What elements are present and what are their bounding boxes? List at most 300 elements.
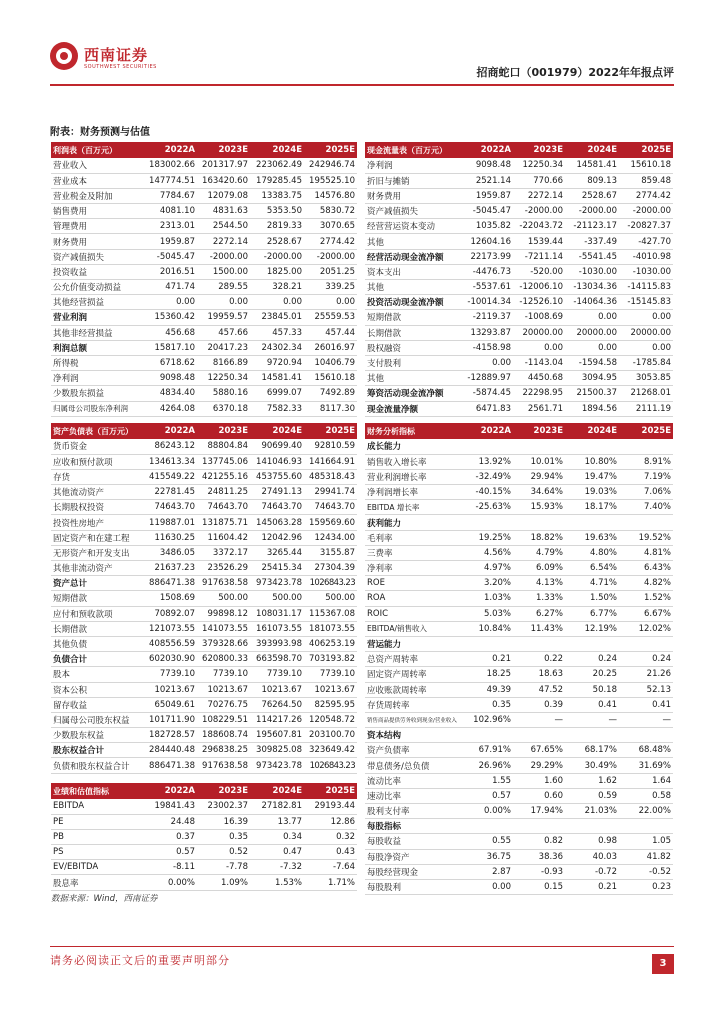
cell-value: -1030.00 <box>565 264 619 279</box>
cell-value: 1.62 <box>565 773 619 788</box>
cell-value: 0.24 <box>619 652 673 667</box>
cell-value: 90699.40 <box>250 439 304 454</box>
cell-value: 13.77 <box>250 814 304 829</box>
cell-value: 12250.34 <box>197 371 250 386</box>
row-label: 其他非经营损益 <box>51 325 143 340</box>
cell-value: -0.93 <box>513 864 565 879</box>
cell-value: 182728.57 <box>143 728 197 743</box>
table-row <box>51 371 357 386</box>
cell-value: 99898.12 <box>197 606 250 621</box>
table-row <box>51 249 357 264</box>
table-header-row <box>51 142 357 158</box>
cell-value: 102.96% <box>457 712 513 727</box>
cell-value <box>513 439 565 454</box>
table-row <box>365 515 673 530</box>
row-label: 资产负债率 <box>365 743 457 758</box>
cell-value: -22043.72 <box>513 219 565 234</box>
cell-value: 6.43% <box>619 561 673 576</box>
cell-value: 2774.42 <box>619 188 673 203</box>
cell-value: 14581.41 <box>250 371 304 386</box>
table-title: 资产负债表（百万元） <box>51 423 143 439</box>
cell-value: 457.66 <box>197 325 250 340</box>
table-row <box>51 219 357 234</box>
table-row <box>51 439 357 454</box>
cell-value: 25559.53 <box>304 310 357 325</box>
row-label: 带息债务/总负债 <box>365 758 457 773</box>
cell-value: 179285.45 <box>250 173 304 188</box>
row-label: 净利润增长率 <box>365 485 457 500</box>
table-row <box>365 454 673 469</box>
cell-value: 0.41 <box>619 697 673 712</box>
cell-value: 203100.70 <box>304 728 357 743</box>
cell-value: 6999.07 <box>250 386 304 401</box>
cell-value: 415549.22 <box>143 469 197 484</box>
cell-value: 6370.18 <box>197 401 250 416</box>
cell-value: 27491.13 <box>250 485 304 500</box>
cell-value: 31.69% <box>619 758 673 773</box>
cell-value: -2000.00 <box>304 249 357 264</box>
cell-value: 141073.55 <box>197 621 250 636</box>
cell-value: 12.02% <box>619 621 673 636</box>
year-header: 2023E <box>513 423 565 439</box>
table-row <box>365 280 673 295</box>
cell-value: 19.52% <box>619 530 673 545</box>
row-label: 获利能力 <box>365 515 457 530</box>
table-row <box>51 606 357 621</box>
table-row <box>51 469 357 484</box>
table-row <box>365 340 673 355</box>
cell-value: -21123.17 <box>565 219 619 234</box>
cell-value: — <box>565 712 619 727</box>
cell-value: 6.67% <box>619 606 673 621</box>
row-label: 投资收益 <box>51 264 143 279</box>
row-label: 资本支出 <box>365 264 457 279</box>
table-row <box>51 204 357 219</box>
cell-value: 917638.58 <box>197 576 250 591</box>
table-row <box>365 788 673 803</box>
cell-value: 379328.66 <box>197 636 250 651</box>
table-row <box>51 576 357 591</box>
report-title: 招商蛇口（001979）2022年年报点评 <box>476 66 674 79</box>
cell-value: 18.82% <box>513 530 565 545</box>
table-row <box>51 712 357 727</box>
cell-value: -14115.83 <box>619 280 673 295</box>
cell-value: 10213.67 <box>143 682 197 697</box>
cell-value: 10213.67 <box>304 682 357 697</box>
cell-value: 3053.85 <box>619 371 673 386</box>
cell-value: 16.39 <box>197 814 250 829</box>
cell-value: -40.15% <box>457 485 513 500</box>
cell-value: 0.00 <box>304 295 357 310</box>
cell-value: -1030.00 <box>619 264 673 279</box>
row-label: EV/EBITDA <box>51 860 143 875</box>
cell-value: 20000.00 <box>619 325 673 340</box>
logo-english-name: SOUTHWEST SECURITIES <box>84 64 157 70</box>
row-label: 应收和预付款项 <box>51 454 143 469</box>
row-label: 总资产周转率 <box>365 652 457 667</box>
cell-value: -5537.61 <box>457 280 513 295</box>
cell-value: 2819.33 <box>250 219 304 234</box>
cell-value: 11604.42 <box>197 530 250 545</box>
cell-value: -25.63% <box>457 500 513 515</box>
table-row <box>365 606 673 621</box>
cell-value: 5880.16 <box>197 386 250 401</box>
cell-value: -2119.37 <box>457 310 513 325</box>
cell-value: 137745.06 <box>197 454 250 469</box>
cell-value: 22781.45 <box>143 485 197 500</box>
cell-value: 703193.82 <box>304 652 357 667</box>
cell-value: 18.63 <box>513 667 565 682</box>
cell-value: 19959.57 <box>197 310 250 325</box>
cell-value: 4264.08 <box>143 401 197 416</box>
cell-value: 6.77% <box>565 606 619 621</box>
table-row <box>365 325 673 340</box>
cell-value: 1.71% <box>304 875 357 890</box>
cell-value: 36.75 <box>457 849 513 864</box>
table-row <box>365 500 673 515</box>
cell-value: 119887.01 <box>143 515 197 530</box>
cashflow-statement-table <box>365 142 673 417</box>
row-label: 资产减值损失 <box>365 204 457 219</box>
cell-value: 5830.72 <box>304 204 357 219</box>
balance-sheet-table <box>51 423 357 774</box>
cell-value: 9098.48 <box>457 158 513 173</box>
cell-value: 0.55 <box>457 834 513 849</box>
cell-value: — <box>619 712 673 727</box>
cell-value: 2111.19 <box>619 401 673 416</box>
cell-value: 12250.34 <box>513 158 565 173</box>
cell-value: 284440.48 <box>143 743 197 758</box>
cell-value: -1008.69 <box>513 310 565 325</box>
cell-value: 0.57 <box>457 788 513 803</box>
cell-value: 0.15 <box>513 879 565 894</box>
cell-value: -7.32 <box>250 860 304 875</box>
year-header: 2023E <box>197 783 250 799</box>
cell-value: -12006.10 <box>513 280 565 295</box>
cell-value: 1.52% <box>619 591 673 606</box>
table-row <box>365 371 673 386</box>
row-label: 经营营运资本变动 <box>365 219 457 234</box>
row-label: 股权融资 <box>365 340 457 355</box>
table-row <box>51 515 357 530</box>
row-label: 少数股东损益 <box>51 386 143 401</box>
table-row <box>51 340 357 355</box>
row-label: 股息率 <box>51 875 143 890</box>
cell-value: 471.74 <box>143 280 197 295</box>
row-label: 应付和预收款项 <box>51 606 143 621</box>
cell-value: -5045.47 <box>457 204 513 219</box>
cell-value: 201317.97 <box>197 158 250 173</box>
cell-value: 485318.43 <box>304 469 357 484</box>
table-row <box>365 728 673 743</box>
cell-value: 8.91% <box>619 454 673 469</box>
cell-value: 11630.25 <box>143 530 197 545</box>
cell-value: -7.64 <box>304 860 357 875</box>
cell-value: 88804.84 <box>197 439 250 454</box>
row-label: 营业成本 <box>51 173 143 188</box>
table-row <box>51 545 357 560</box>
year-header: 2024E <box>565 423 619 439</box>
cell-value: 1.09% <box>197 875 250 890</box>
year-header: 2025E <box>304 783 357 799</box>
table-row <box>51 860 357 875</box>
cell-value: 14576.80 <box>304 188 357 203</box>
cell-value: 0.35 <box>457 697 513 712</box>
cell-value: 4.71% <box>565 576 619 591</box>
cell-value: 15610.18 <box>619 158 673 173</box>
cell-value: 2528.67 <box>250 234 304 249</box>
row-label: ROIC <box>365 606 457 621</box>
row-label: 营业税金及附加 <box>51 188 143 203</box>
cell-value: 4.79% <box>513 545 565 560</box>
row-label: 速动比率 <box>365 788 457 803</box>
cell-value: 2.87 <box>457 864 513 879</box>
cell-value: 67.91% <box>457 743 513 758</box>
cell-value: 15360.42 <box>143 310 197 325</box>
row-label: 流动比率 <box>365 773 457 788</box>
cell-value: -2000.00 <box>513 204 565 219</box>
cell-value: 76264.50 <box>250 697 304 712</box>
cell-value: 0.39 <box>513 697 565 712</box>
cell-value <box>619 515 673 530</box>
row-label: 折旧与摊销 <box>365 173 457 188</box>
cell-value: 7.06% <box>619 485 673 500</box>
table-row <box>51 728 357 743</box>
cell-value: 74643.70 <box>197 500 250 515</box>
row-label: 资本公积 <box>51 682 143 697</box>
cell-value: 421255.16 <box>197 469 250 484</box>
row-label: PB <box>51 829 143 844</box>
table-row <box>51 845 357 860</box>
cell-value: 12.19% <box>565 621 619 636</box>
cell-value: 23002.37 <box>197 799 250 814</box>
row-label: 其他非流动资产 <box>51 561 143 576</box>
table-row <box>51 188 357 203</box>
table-row <box>365 864 673 879</box>
cell-value: -5045.47 <box>143 249 197 264</box>
logo-name: 西南证券 <box>84 46 149 64</box>
row-label: 经营活动现金流净额 <box>365 249 457 264</box>
cell-value: 141664.91 <box>304 454 357 469</box>
table-row <box>51 325 357 340</box>
cell-value: 4.56% <box>457 545 513 560</box>
cell-value: 602030.90 <box>143 652 197 667</box>
cell-value <box>565 439 619 454</box>
table-row <box>51 500 357 515</box>
cell-value: 13383.75 <box>250 188 304 203</box>
data-source-note: 数据来源：Wind，西南证券 <box>51 894 158 904</box>
cell-value: 23526.29 <box>197 561 250 576</box>
table-row <box>51 561 357 576</box>
table-row <box>365 401 673 416</box>
row-label: 其他经营损益 <box>51 295 143 310</box>
cell-value: 1.05 <box>619 834 673 849</box>
cell-value: 3.20% <box>457 576 513 591</box>
cell-value: 181073.55 <box>304 621 357 636</box>
year-header: 2022A <box>457 142 513 158</box>
cell-value: 21500.37 <box>565 386 619 401</box>
table-header-row <box>51 423 357 439</box>
cell-value: 82595.95 <box>304 697 357 712</box>
row-label: 销售商品提供劳务收到现金/营业收入 <box>365 712 457 727</box>
row-label: 资产总计 <box>51 576 143 591</box>
cell-value: 1959.87 <box>143 234 197 249</box>
cell-value: 0.00 <box>250 295 304 310</box>
row-label: 每股股利 <box>365 879 457 894</box>
cell-value: 453755.60 <box>250 469 304 484</box>
table-row <box>365 758 673 773</box>
year-header: 2025E <box>619 423 673 439</box>
cell-value: 15817.10 <box>143 340 197 355</box>
row-label: 筹资活动现金流净额 <box>365 386 457 401</box>
cell-value: 26016.97 <box>304 340 357 355</box>
row-label: 应收账款周转率 <box>365 682 457 697</box>
cell-value: 70276.75 <box>197 697 250 712</box>
row-label: 负债和股东权益合计 <box>51 758 143 773</box>
cell-value: 29.94% <box>513 469 565 484</box>
table-row <box>51 234 357 249</box>
cell-value: 0.22 <box>513 652 565 667</box>
year-header: 2022A <box>143 142 197 158</box>
cell-value: 30.49% <box>565 758 619 773</box>
cell-value: -5541.45 <box>565 249 619 264</box>
cell-value: 4.82% <box>619 576 673 591</box>
row-label: EBITDA 增长率 <box>365 500 457 515</box>
cell-value: 9720.94 <box>250 355 304 370</box>
cell-value: 108031.17 <box>250 606 304 621</box>
row-label: PS <box>51 845 143 860</box>
cell-value: 13.92% <box>457 454 513 469</box>
table-row <box>365 485 673 500</box>
cell-value: 1.03% <box>457 591 513 606</box>
cell-value: 809.13 <box>565 173 619 188</box>
cell-value: 163420.60 <box>197 173 250 188</box>
row-label: 支付股利 <box>365 355 457 370</box>
cell-value: 20.25 <box>565 667 619 682</box>
table-title: 利润表（百万元） <box>51 142 143 158</box>
table-row <box>365 249 673 264</box>
row-label: 每股指标 <box>365 819 457 834</box>
table-row <box>365 667 673 682</box>
cell-value: -2000.00 <box>250 249 304 264</box>
cell-value: 456.68 <box>143 325 197 340</box>
cell-value: 52.13 <box>619 682 673 697</box>
cell-value: 0.00% <box>457 804 513 819</box>
table-row <box>51 758 357 773</box>
cell-value: 406253.19 <box>304 636 357 651</box>
cell-value: 101711.90 <box>143 712 197 727</box>
cell-value: 67.65% <box>513 743 565 758</box>
table-row <box>51 355 357 370</box>
cell-value: 6.09% <box>513 561 565 576</box>
table-row <box>51 667 357 682</box>
cell-value: 21268.01 <box>619 386 673 401</box>
cell-value: -14064.36 <box>565 295 619 310</box>
cell-value: 12042.96 <box>250 530 304 545</box>
cell-value: -4476.73 <box>457 264 513 279</box>
cell-value: 7.40% <box>619 500 673 515</box>
cell-value: 1.55 <box>457 773 513 788</box>
cell-value: 22.00% <box>619 804 673 819</box>
table-row <box>365 310 673 325</box>
cell-value: 7739.10 <box>304 667 357 682</box>
table-row <box>51 814 357 829</box>
valuation-grid <box>51 783 357 891</box>
cell-value: 13293.87 <box>457 325 513 340</box>
cell-value: -15145.83 <box>619 295 673 310</box>
cell-value: 8117.30 <box>304 401 357 416</box>
table-row <box>51 530 357 545</box>
table-row <box>51 697 357 712</box>
cell-value: 19.63% <box>565 530 619 545</box>
cell-value: 223062.49 <box>250 158 304 173</box>
cell-value: -20827.37 <box>619 219 673 234</box>
table-header-row <box>365 423 673 439</box>
cell-value: 19.25% <box>457 530 513 545</box>
cell-value: 18.17% <box>565 500 619 515</box>
year-header: 2025E <box>304 423 357 439</box>
cell-value: 339.25 <box>304 280 357 295</box>
table-row <box>365 188 673 203</box>
row-label: 其他流动资产 <box>51 485 143 500</box>
cell-value: -1785.84 <box>619 355 673 370</box>
cell-value: 0.00 <box>619 310 673 325</box>
row-label: 资本结构 <box>365 728 457 743</box>
cell-value: 8166.89 <box>197 355 250 370</box>
company-logo <box>50 42 180 78</box>
row-label: 销售费用 <box>51 204 143 219</box>
row-label: 存货 <box>51 469 143 484</box>
row-label: 固定资产周转率 <box>365 667 457 682</box>
appendix-title: 附表：财务预测与估值 <box>50 127 150 138</box>
table-row <box>365 682 673 697</box>
cell-value: 973423.78 <box>250 576 304 591</box>
table-row <box>51 454 357 469</box>
cell-value: 68.17% <box>565 743 619 758</box>
cell-value: 0.00 <box>513 340 565 355</box>
cell-value: 0.00% <box>143 875 197 890</box>
row-label: 财务费用 <box>365 188 457 203</box>
table-row <box>51 401 357 416</box>
row-label: 营业利润增长率 <box>365 469 457 484</box>
row-label: 固定资产和在建工程 <box>51 530 143 545</box>
cell-value: -0.72 <box>565 864 619 879</box>
table-row <box>51 264 357 279</box>
cell-value: 0.21 <box>565 879 619 894</box>
cell-value: -0.52 <box>619 864 673 879</box>
cell-value <box>513 515 565 530</box>
cell-value: 6.54% <box>565 561 619 576</box>
row-label: ROE <box>365 576 457 591</box>
cell-value: 328.21 <box>250 280 304 295</box>
cell-value: 19.03% <box>565 485 619 500</box>
row-label: 货币资金 <box>51 439 143 454</box>
table-header-row <box>51 783 357 799</box>
table-row <box>365 439 673 454</box>
row-label: 其他负债 <box>51 636 143 651</box>
cell-value: 0.82 <box>513 834 565 849</box>
row-label: 每股收益 <box>365 834 457 849</box>
cell-value: 393993.98 <box>250 636 304 651</box>
cell-value <box>619 439 673 454</box>
cell-value: -1594.58 <box>565 355 619 370</box>
cell-value: -5874.45 <box>457 386 513 401</box>
cell-value: 22173.99 <box>457 249 513 264</box>
cell-value: 500.00 <box>304 591 357 606</box>
row-label: 短期借款 <box>365 310 457 325</box>
cell-value <box>619 728 673 743</box>
cell-value: 4.80% <box>565 545 619 560</box>
